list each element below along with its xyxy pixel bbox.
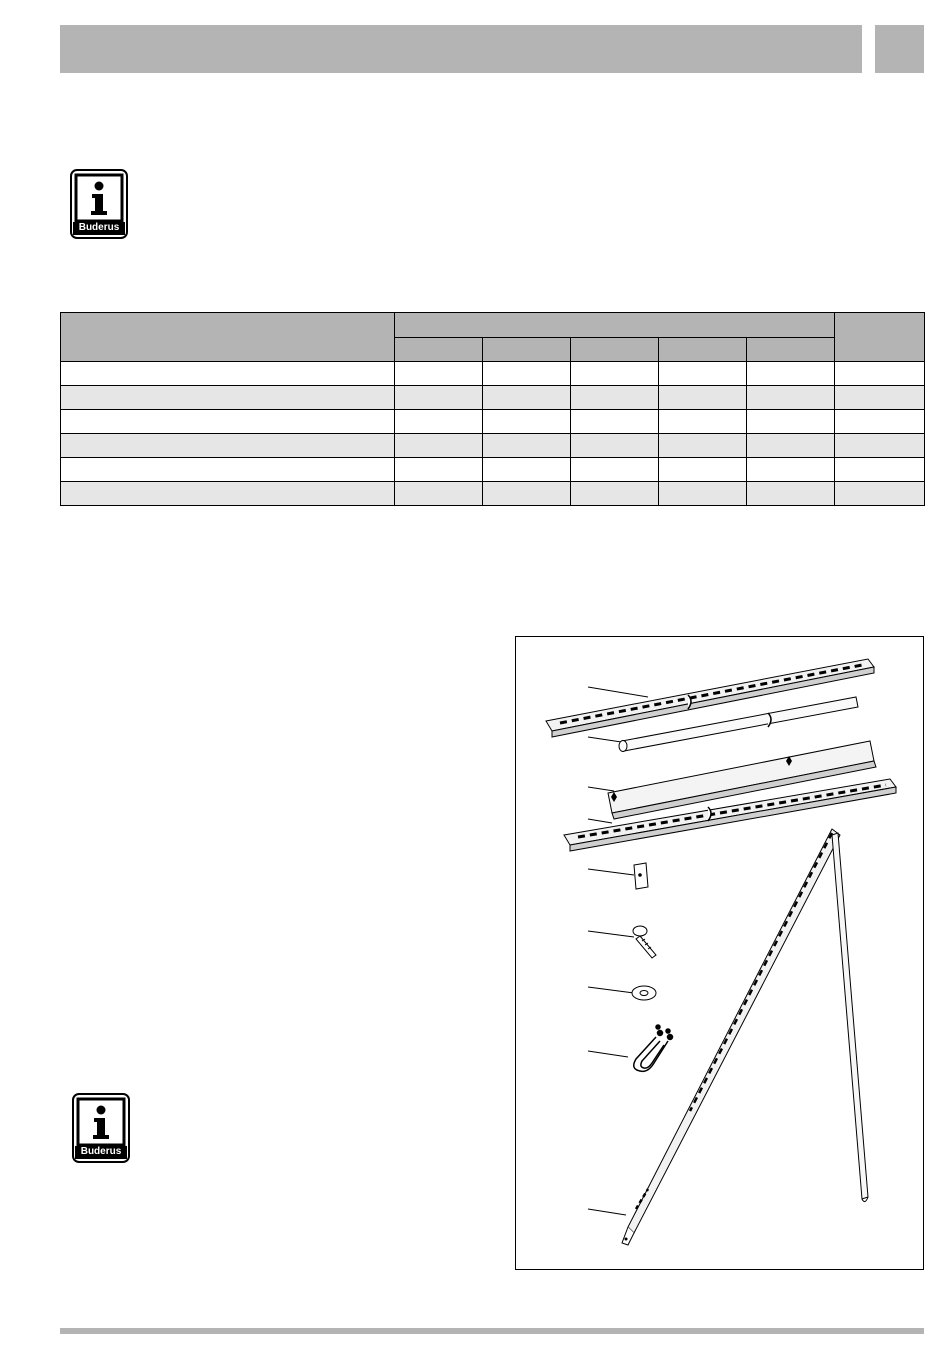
table-cell xyxy=(483,362,571,386)
table-header-main xyxy=(61,313,395,362)
table-row xyxy=(61,386,925,410)
table-row xyxy=(61,458,925,482)
table-cell xyxy=(61,410,395,434)
table-cell xyxy=(659,362,747,386)
table-cell xyxy=(395,482,483,506)
washer xyxy=(632,986,656,1000)
table-header-last xyxy=(835,313,925,362)
table-cell xyxy=(483,482,571,506)
table-cell xyxy=(835,434,925,458)
table-cell xyxy=(835,482,925,506)
table-subheader xyxy=(395,338,483,362)
table-cell xyxy=(747,362,835,386)
table-cell xyxy=(61,362,395,386)
table-cell xyxy=(61,434,395,458)
table-cell xyxy=(747,434,835,458)
table-cell xyxy=(483,386,571,410)
table-cell xyxy=(659,482,747,506)
table-subheader xyxy=(659,338,747,362)
table-cell xyxy=(483,434,571,458)
table-subheader xyxy=(571,338,659,362)
table-cell xyxy=(747,386,835,410)
table-cell xyxy=(483,410,571,434)
brand-label: Buderus xyxy=(78,222,120,233)
table-cell xyxy=(61,458,395,482)
parts-figure xyxy=(515,636,924,1270)
table-cell xyxy=(747,458,835,482)
table-row xyxy=(61,434,925,458)
table-cell xyxy=(395,434,483,458)
table-cell xyxy=(395,458,483,482)
info-icon xyxy=(70,169,128,239)
table-row xyxy=(61,482,925,506)
header-bar xyxy=(60,25,862,73)
table-cell xyxy=(571,482,659,506)
support-frame xyxy=(622,829,868,1245)
table-cell xyxy=(835,386,925,410)
spec-table xyxy=(60,312,925,506)
table-cell xyxy=(835,458,925,482)
parts-illustration xyxy=(516,637,923,1269)
table-cell xyxy=(835,410,925,434)
table-header-group xyxy=(395,313,835,338)
table-cell xyxy=(659,434,747,458)
table-cell xyxy=(61,386,395,410)
table-cell xyxy=(659,410,747,434)
table-subheader xyxy=(747,338,835,362)
table-cell xyxy=(395,362,483,386)
table-cell xyxy=(395,410,483,434)
table-cell xyxy=(395,386,483,410)
info-icon xyxy=(72,1093,130,1163)
table-cell xyxy=(747,410,835,434)
table-cell xyxy=(571,386,659,410)
leader-lines xyxy=(588,687,648,1215)
table-cell xyxy=(571,410,659,434)
table-cell xyxy=(659,458,747,482)
table-cell xyxy=(571,458,659,482)
brand-label: Buderus xyxy=(80,1146,122,1157)
table-cell xyxy=(571,362,659,386)
table-subheader xyxy=(483,338,571,362)
square-plate xyxy=(634,863,648,889)
bolt xyxy=(633,926,656,958)
table-cell xyxy=(659,386,747,410)
table-row xyxy=(61,362,925,386)
table-cell xyxy=(747,482,835,506)
table-cell xyxy=(61,482,395,506)
u-bolt xyxy=(634,1025,673,1071)
table-row xyxy=(61,410,925,434)
table-cell xyxy=(483,458,571,482)
table-cell xyxy=(835,362,925,386)
table-cell xyxy=(571,434,659,458)
footer-bar xyxy=(60,1328,924,1334)
page-tab xyxy=(875,25,924,73)
